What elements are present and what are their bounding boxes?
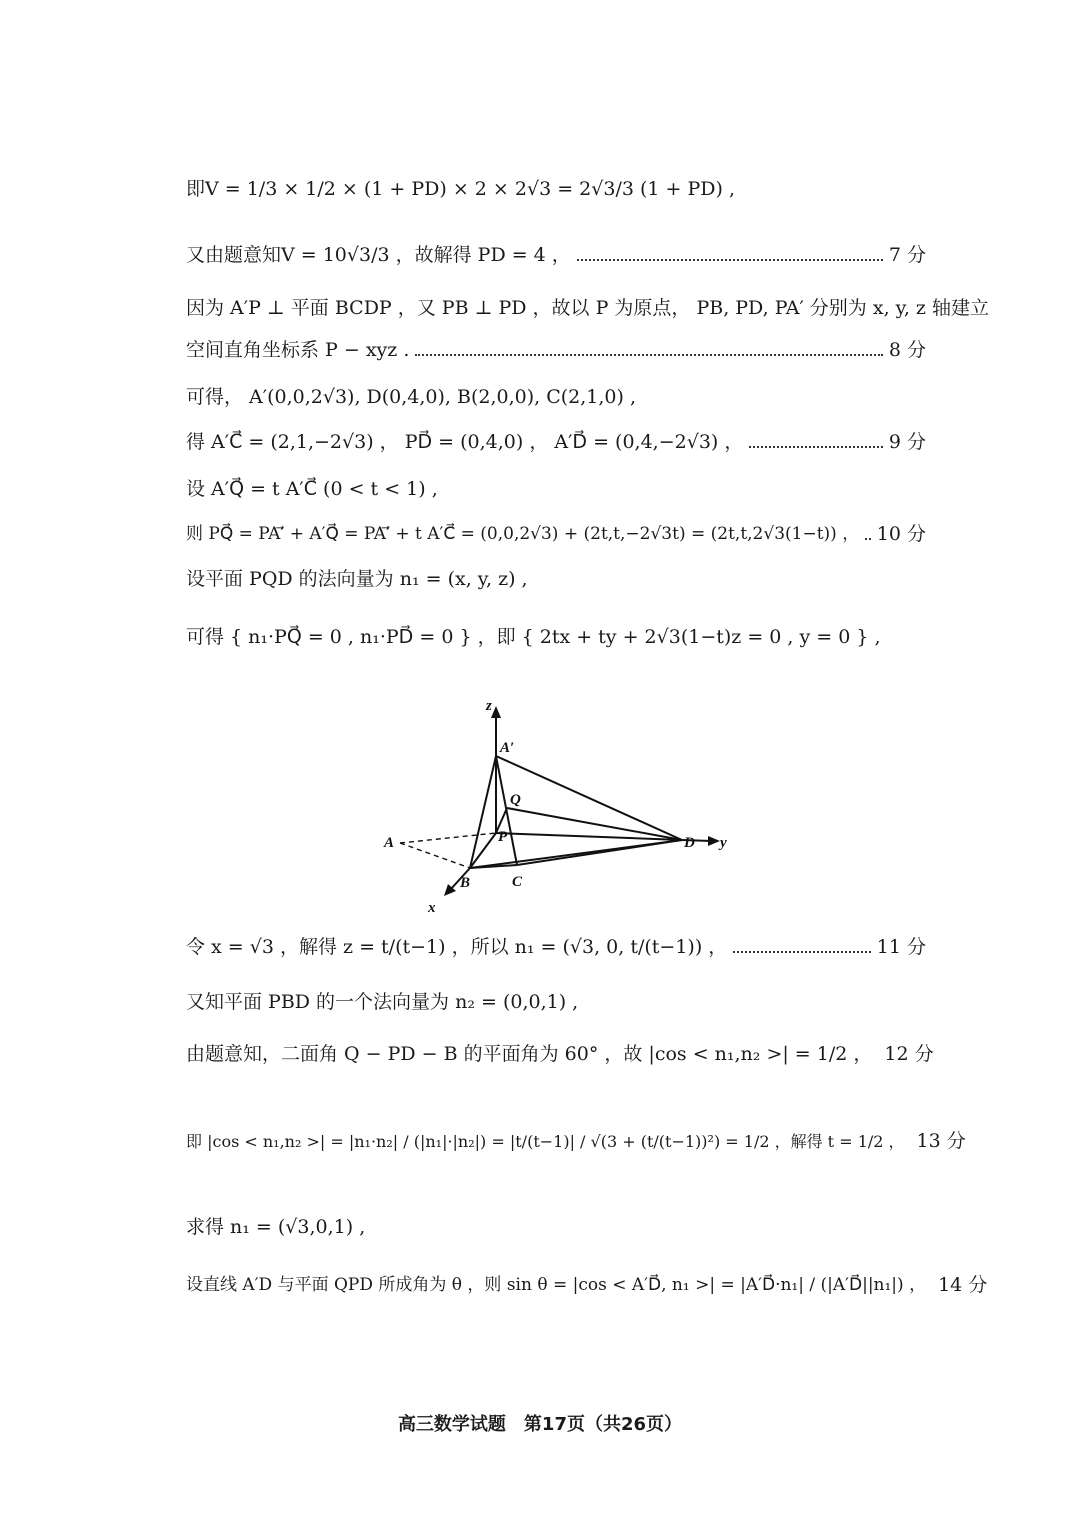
score-mark: 8 分 [888,339,926,361]
solution-line-6: 得 A′C⃗ = (2,1,−2√3) ， PD⃗ = (0,4,0) ， A′D⃗ = (0,4,−2√3) ， 9 分 [186,431,926,453]
label-d: D [684,835,695,851]
solution-line-7: 设 A′Q⃗ = t A′C⃗ (0 < t < 1) , [186,478,438,500]
solution-line-12: 又知平面 PBD 的一个法向量为 n₂ = (0,0,1) , [186,991,579,1013]
leader-dots [415,354,882,356]
score-mark: 9 分 [888,431,926,453]
solution-line-2: 又由题意知V = 10√3/3 ，故解得 PD = 4 ， 7 分 [186,244,926,266]
score-mark: 12 分 [884,1043,934,1065]
leader-dots [577,259,883,261]
solution-line-16: 设直线 A′D 与平面 QPD 所成角为 θ ，则 sin θ = |cos < A′D⃗, n₁ >| = |A′D⃗·n₁| / (|A′D⃗||n₁|) ， 14 分 [186,1274,988,1296]
label-y: y [720,835,727,851]
label-b: B [460,875,471,891]
z-arrowhead [491,706,501,718]
solution-line-14: 即 |cos < n₁,n₂ >| = |n₁·n₂| / (|n₁|·|n₂|) = |t/(t−1)| / √(3 + (t/(t−1))²) = 1/2 ，解得 t = 1/2 ， 13 分 [186,1130,966,1152]
solution-line-8: 则 PQ⃗ = PA′⃗ + A′Q⃗ = PA′⃗ + t A′C⃗ = (0,0,2√3) + (2t,t,−2√3t) = (2t,t,2√3(1−t)) ， 10 分 [186,523,926,545]
page-footer: 高三数学试题 第17页（共26页） [397,1414,683,1435]
label-x: x [428,900,436,916]
label-a: A [384,835,395,851]
edge-a-b-dashed [400,843,470,868]
score-mark: 14 分 [938,1274,988,1296]
edge-a-p-dashed [400,833,496,843]
label-p: P [498,829,508,845]
solution-line-11: 令 x = √3 ，解得 z = t/(t−1) ，所以 n₁ = (√3, 0, t/(t−1)) ， 11 分 [186,936,926,958]
solution-line-13: 由题意知，二面角 Q − PD − B 的平面角为 60° ，故 |cos < n₁,n₂ >| = 1/2 ， 12 分 [186,1043,934,1065]
solution-line-1: 即V = 1/3 × 1/2 × (1 + PD) × 2 × 2√3 = 2√3/3 (1 + PD) , [186,178,735,200]
score-mark: 10 分 [876,523,926,545]
solution-line-3: 因为 A′P ⊥ 平面 BCDP ，又 PB ⊥ PD ，故以 P 为原点， PB, PD, PA′ 分别为 x, y, z 轴建立 [186,297,989,319]
label-a-prime: A′ [500,740,515,756]
edge-a-prime-d [496,756,682,840]
solution-line-15: 求得 n₁ = (√3,0,1) , [186,1216,366,1238]
label-q: Q [510,792,521,808]
label-z: z [486,698,492,714]
leader-dots [733,951,870,953]
solution-line-9: 设平面 PQD 的法向量为 n₁ = (x, y, z) , [186,568,528,590]
edge-c-d [517,840,682,865]
score-mark: 7 分 [888,244,926,266]
leader-dots [749,446,883,448]
solution-line-5: 可得， A′(0,0,2√3), D(0,4,0), B(2,0,0), C(2,1,0) , [186,386,636,408]
y-arrowhead [708,836,720,846]
score-mark: 13 分 [916,1130,966,1152]
score-mark: 11 分 [876,936,926,958]
solution-line-4: 空间直角坐标系 P − xyz . 8 分 [186,339,926,361]
geometry-figure [370,690,750,920]
leader-dots [865,538,871,540]
label-c: C [512,874,523,890]
solution-line-10: 可得 { n₁·PQ⃗ = 0 , n₁·PD⃗ = 0 } ，即 { 2tx + ty + 2√3(1−t)z = 0 , y = 0 } , [186,626,881,648]
